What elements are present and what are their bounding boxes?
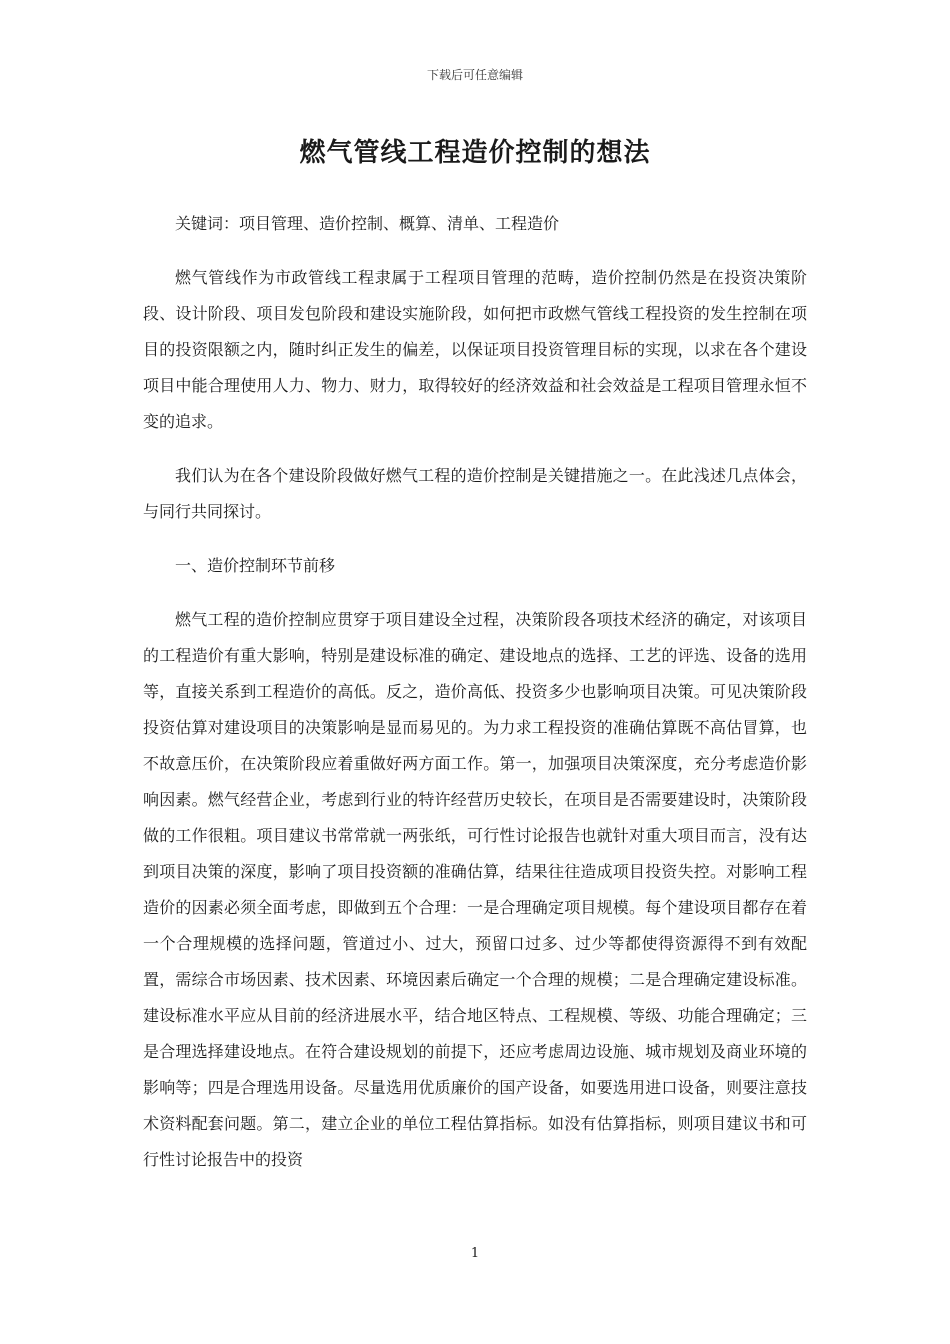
header-note: 下载后可任意编辑: [426, 68, 523, 82]
document-title: 燃气管线工程造价控制的想法: [299, 138, 651, 168]
section-1-heading: 一、造价控制环节前移: [175, 556, 336, 575]
page-number: 1: [470, 1246, 480, 1261]
paragraph-3: 燃气工程的造价控制应贯穿于项目建设全过程，决策阶段各项技术经济的确定，对该项目的工程造价有重大影响，特别是建设标准的确定、建设地点的选择、工艺的评选、设备的选用等，直接关系到工程造价的高低。反之，造价高低、投资多少也影响项目决策。可见决策阶段投资估算对建设项目的决策影响是显而易见的。为力求工程投资的准确估算既不高估冒算，也不故意压价，在决策阶段应着重做好两方面工作。第一，加强项目决策深度，充分考虑造价影响因素。燃气经营企业，考虑到行业的特许经营历史较长，在项目是否需要建设时，决策阶段做的工作很粗。项目建议书常常就一两张纸，可行性讨论报告也就针对重大项目而言，没有达到项目决策的深度，影响了项目投资额的准确估算，结果往往造成项目投资失控。对影响工程造价的因素必须全面考虑，即做到五个合理：一是合理确定项目规模。每个建设项目都存在着一个合理规模的选择问题，管道过小、过大，预留口过多、过少等都使得资源得不到有效配置，需综合市场因素、技术因素、环境因素后确定一个合理的规模；二是合理确定建设标准。建设标准水平应从目前的经济进展水平，结合地区特点、工程规模、等级、功能合理确定；三是合理选择建设地点。在符合建设规划的前提下，还应考虑周边设施、城市规划及商业环境的影响等；四是合理选用设备。尽量选用优质廉价的国产设备，如要选用进口设备，则要注意技术资料配套问题。第二，建立企业的单位工程估算指标。如没有估算指标，则项目建议书和可行性讨论报告中的投资: [143, 610, 807, 1169]
paragraph-1: 燃气管线作为市政管线工程隶属于工程项目管理的范畴，造价控制仍然是在投资决策阶段、设计阶段、项目发包阶段和建设实施阶段，如何把市政燃气管线工程投资的发生控制在项目的投资限额之内，随时纠正发生的偏差，以保证项目投资管理目标的实现，以求在各个建设项目中能合理使用人力、物力、财力，取得较好的经济效益和社会效益是工程项目管理永恒不变的追求。: [143, 268, 807, 431]
document-body: [143, 206, 807, 1178]
paragraph-2: 我们认为在各个建设阶段做好燃气工程的造价控制是关键措施之一。在此浅述几点体会，与同行共同探讨。: [143, 466, 807, 521]
keywords-line: 关键词：项目管理、造价控制、概算、清单、工程造价: [175, 214, 560, 233]
